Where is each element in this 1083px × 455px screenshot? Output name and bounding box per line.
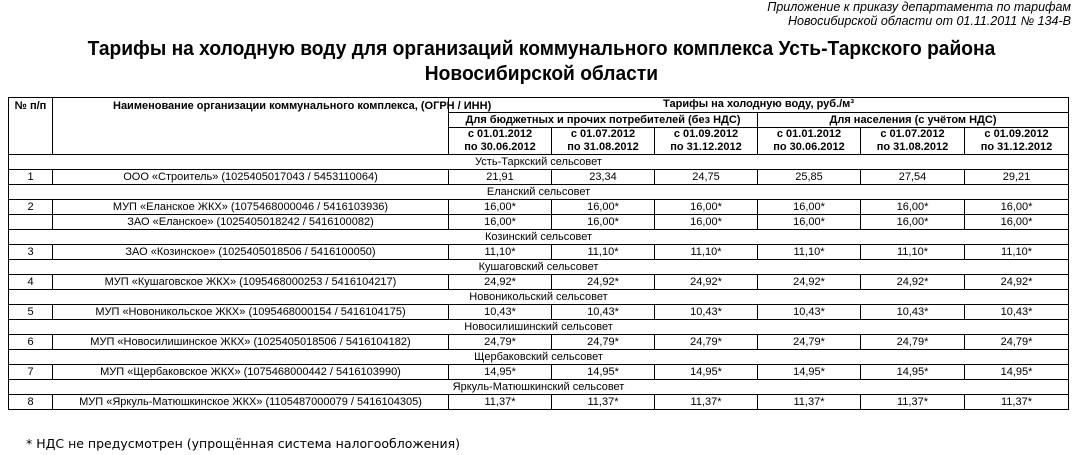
period-to: по 31.12.2012 [670, 141, 742, 153]
section-row [9, 230, 1069, 245]
tariff-value: 24,92* [861, 275, 965, 290]
row-number: 1 [9, 170, 53, 185]
order-reference-line-2: Новосибирской области от 01.11.2011 № 134-В [787, 14, 1071, 28]
row-number: 6 [9, 335, 53, 350]
tariff-value: 11,37* [861, 395, 965, 410]
tariff-value: 11,10* [861, 245, 965, 260]
section-row [9, 380, 1069, 395]
period-to: по 30.06.2012 [464, 141, 536, 153]
row-number: 7 [9, 365, 53, 380]
footnote: * НДС не предусмотрен (упрощённая система налогообложения) [26, 436, 460, 451]
tariff-value: 29,21 [965, 170, 1069, 185]
header-number: № п/п [9, 98, 53, 155]
tariff-value: 14,95* [965, 365, 1069, 380]
section-name: Еланский сельсовет [9, 185, 1069, 200]
organization-name: МУП «Новоникольское ЖКХ» (1095468000154 / 5416104175) [53, 305, 449, 320]
header-period-2 [552, 128, 655, 155]
tariff-value: 24,75 [655, 170, 758, 185]
section-name: Кушаговский сельсовет [9, 260, 1069, 275]
document-title-line-2: Новосибирской области [424, 63, 659, 85]
section-row [9, 350, 1069, 365]
header-period-4 [758, 128, 861, 155]
tariff-value: 14,95* [552, 365, 655, 380]
organization-name: МУП «Яркуль-Матюшкинское ЖКХ» (1105487000079 / 5416104305) [53, 395, 449, 410]
table-row [9, 200, 1069, 215]
tariff-value: 24,79* [552, 335, 655, 350]
tariff-value: 24,92* [758, 275, 861, 290]
table-row [9, 275, 1069, 290]
header-group-budget: Для бюджетных и прочих потребителей (без НДС) [449, 113, 758, 128]
tariff-value: 16,00* [861, 200, 965, 215]
tariff-value: 11,37* [449, 395, 552, 410]
tariff-value: 24,79* [449, 335, 552, 350]
organization-name: МУП «Кушаговское ЖКХ» (1095468000253 / 5416104217) [53, 275, 449, 290]
header-period-6 [965, 128, 1069, 155]
section-row [9, 260, 1069, 275]
tariff-value: 24,79* [655, 335, 758, 350]
tariff-value: 14,95* [449, 365, 552, 380]
tariff-value: 25,85 [758, 170, 861, 185]
tariff-value: 24,79* [758, 335, 861, 350]
tariff-value: 24,92* [655, 275, 758, 290]
tariff-value: 16,00* [965, 215, 1069, 230]
header-period-3 [655, 128, 758, 155]
tariff-value: 14,95* [758, 365, 861, 380]
tariff-value: 24,79* [965, 335, 1069, 350]
header-organization: Наименование организации коммунального комплекса, (ОГРН / ИНН) [53, 98, 449, 155]
section-row [9, 185, 1069, 200]
period-to: по 31.08.2012 [567, 141, 639, 153]
tariff-value: 10,43* [758, 305, 861, 320]
section-name: Усть-Таркский сельсовет [9, 155, 1069, 170]
table-row [9, 335, 1069, 350]
period-to: по 31.12.2012 [980, 141, 1053, 153]
tariff-value: 16,00* [449, 200, 552, 215]
period-from: с 01.01.2012 [467, 128, 533, 140]
table-row [9, 215, 1069, 230]
period-from: с 01.09.2012 [984, 128, 1049, 140]
section-name: Новоникольский сельсовет [9, 290, 1069, 305]
table-row [9, 245, 1069, 260]
row-number: 4 [9, 275, 53, 290]
header-period-1 [449, 128, 552, 155]
organization-name: ЗАО «Еланское» (1025405018242 / 5416100082) [53, 215, 449, 230]
table-row [9, 395, 1069, 410]
tariff-value: 16,00* [655, 200, 758, 215]
section-name: Козинский сельсовет [9, 230, 1069, 245]
tariff-value: 10,43* [449, 305, 552, 320]
tariff-value: 11,10* [655, 245, 758, 260]
header-group-population: Для населения (с учётом НДС) [758, 113, 1069, 128]
organization-name: ЗАО «Козинское» (1025405018506 / 5416100050) [53, 245, 449, 260]
tariff-value: 16,00* [861, 215, 965, 230]
document-title-line-1: Тарифы на холодную воду для организаций коммунального комплекса Усть-Таркского района [87, 38, 996, 60]
tariff-value: 10,43* [552, 305, 655, 320]
tariff-value: 23,34 [552, 170, 655, 185]
tariff-value: 16,00* [965, 200, 1069, 215]
tariff-value: 11,10* [758, 245, 861, 260]
row-number [9, 215, 53, 230]
row-number: 8 [9, 395, 53, 410]
header-tariffs-label: Тарифы на холодную воду, руб./м³ [663, 98, 854, 110]
section-row [9, 155, 1069, 170]
section-name: Новосилишинский сельсовет [9, 320, 1069, 335]
period-to: по 31.08.2012 [876, 141, 949, 153]
row-number: 2 [9, 200, 53, 215]
tariff-value: 16,00* [552, 200, 655, 215]
period-from: с 01.09.2012 [673, 128, 739, 140]
order-reference [767, 0, 1071, 28]
organization-name: МУП «Новосилишинское ЖКХ» (1025405018506 / 5416104182) [53, 335, 449, 350]
tariff-value: 11,10* [552, 245, 655, 260]
row-number: 3 [9, 245, 53, 260]
section-row [9, 320, 1069, 335]
period-from: с 01.07.2012 [880, 128, 945, 140]
period-to: по 30.06.2012 [773, 141, 845, 153]
tariff-value: 10,43* [861, 305, 965, 320]
organization-name: ООО «Строитель» (1025405017043 / 5453110064) [53, 170, 449, 185]
tariff-value: 16,00* [552, 215, 655, 230]
tariff-value: 24,92* [552, 275, 655, 290]
section-name: Яркуль-Матюшкинский сельсовет [9, 380, 1069, 395]
organization-name: МУП «Щербаковское ЖКХ» (1075468000442 / 5416103990) [53, 365, 449, 380]
table-body [9, 155, 1069, 410]
document-title [22, 37, 1062, 87]
period-from: с 01.01.2012 [776, 128, 842, 140]
table-row [9, 170, 1069, 185]
tariff-value: 16,00* [449, 215, 552, 230]
tariff-value: 16,00* [758, 215, 861, 230]
row-number: 5 [9, 305, 53, 320]
tariff-value: 16,00* [758, 200, 861, 215]
table-row [9, 365, 1069, 380]
tariff-value: 24,92* [449, 275, 552, 290]
tariff-value: 14,95* [655, 365, 758, 380]
tariff-value: 27,54 [861, 170, 965, 185]
tariff-value: 11,37* [965, 395, 1069, 410]
tariff-value: 10,43* [965, 305, 1069, 320]
tariff-value: 10,43* [655, 305, 758, 320]
tariff-value: 11,37* [758, 395, 861, 410]
tariff-value: 11,37* [552, 395, 655, 410]
tariff-value: 24,92* [965, 275, 1069, 290]
organization-name: МУП «Еланское ЖКХ» (1075468000046 / 5416103936) [53, 200, 449, 215]
tariff-value: 21,91 [449, 170, 552, 185]
tariff-value: 11,37* [655, 395, 758, 410]
order-reference-line-1: Приложение к приказу департамента по тарифам [767, 0, 1071, 14]
table-row [9, 305, 1069, 320]
tariff-value: 14,95* [861, 365, 965, 380]
tariff-value: 11,10* [965, 245, 1069, 260]
header-tariffs [449, 98, 1069, 113]
tariff-value: 24,79* [861, 335, 965, 350]
tariff-value: 11,10* [449, 245, 552, 260]
section-row [9, 290, 1069, 305]
section-name: Щербаковский сельсовет [9, 350, 1069, 365]
header-period-5 [861, 128, 965, 155]
period-from: с 01.07.2012 [570, 128, 636, 140]
tariff-value: 16,00* [655, 215, 758, 230]
tariffs-table [8, 97, 1069, 410]
